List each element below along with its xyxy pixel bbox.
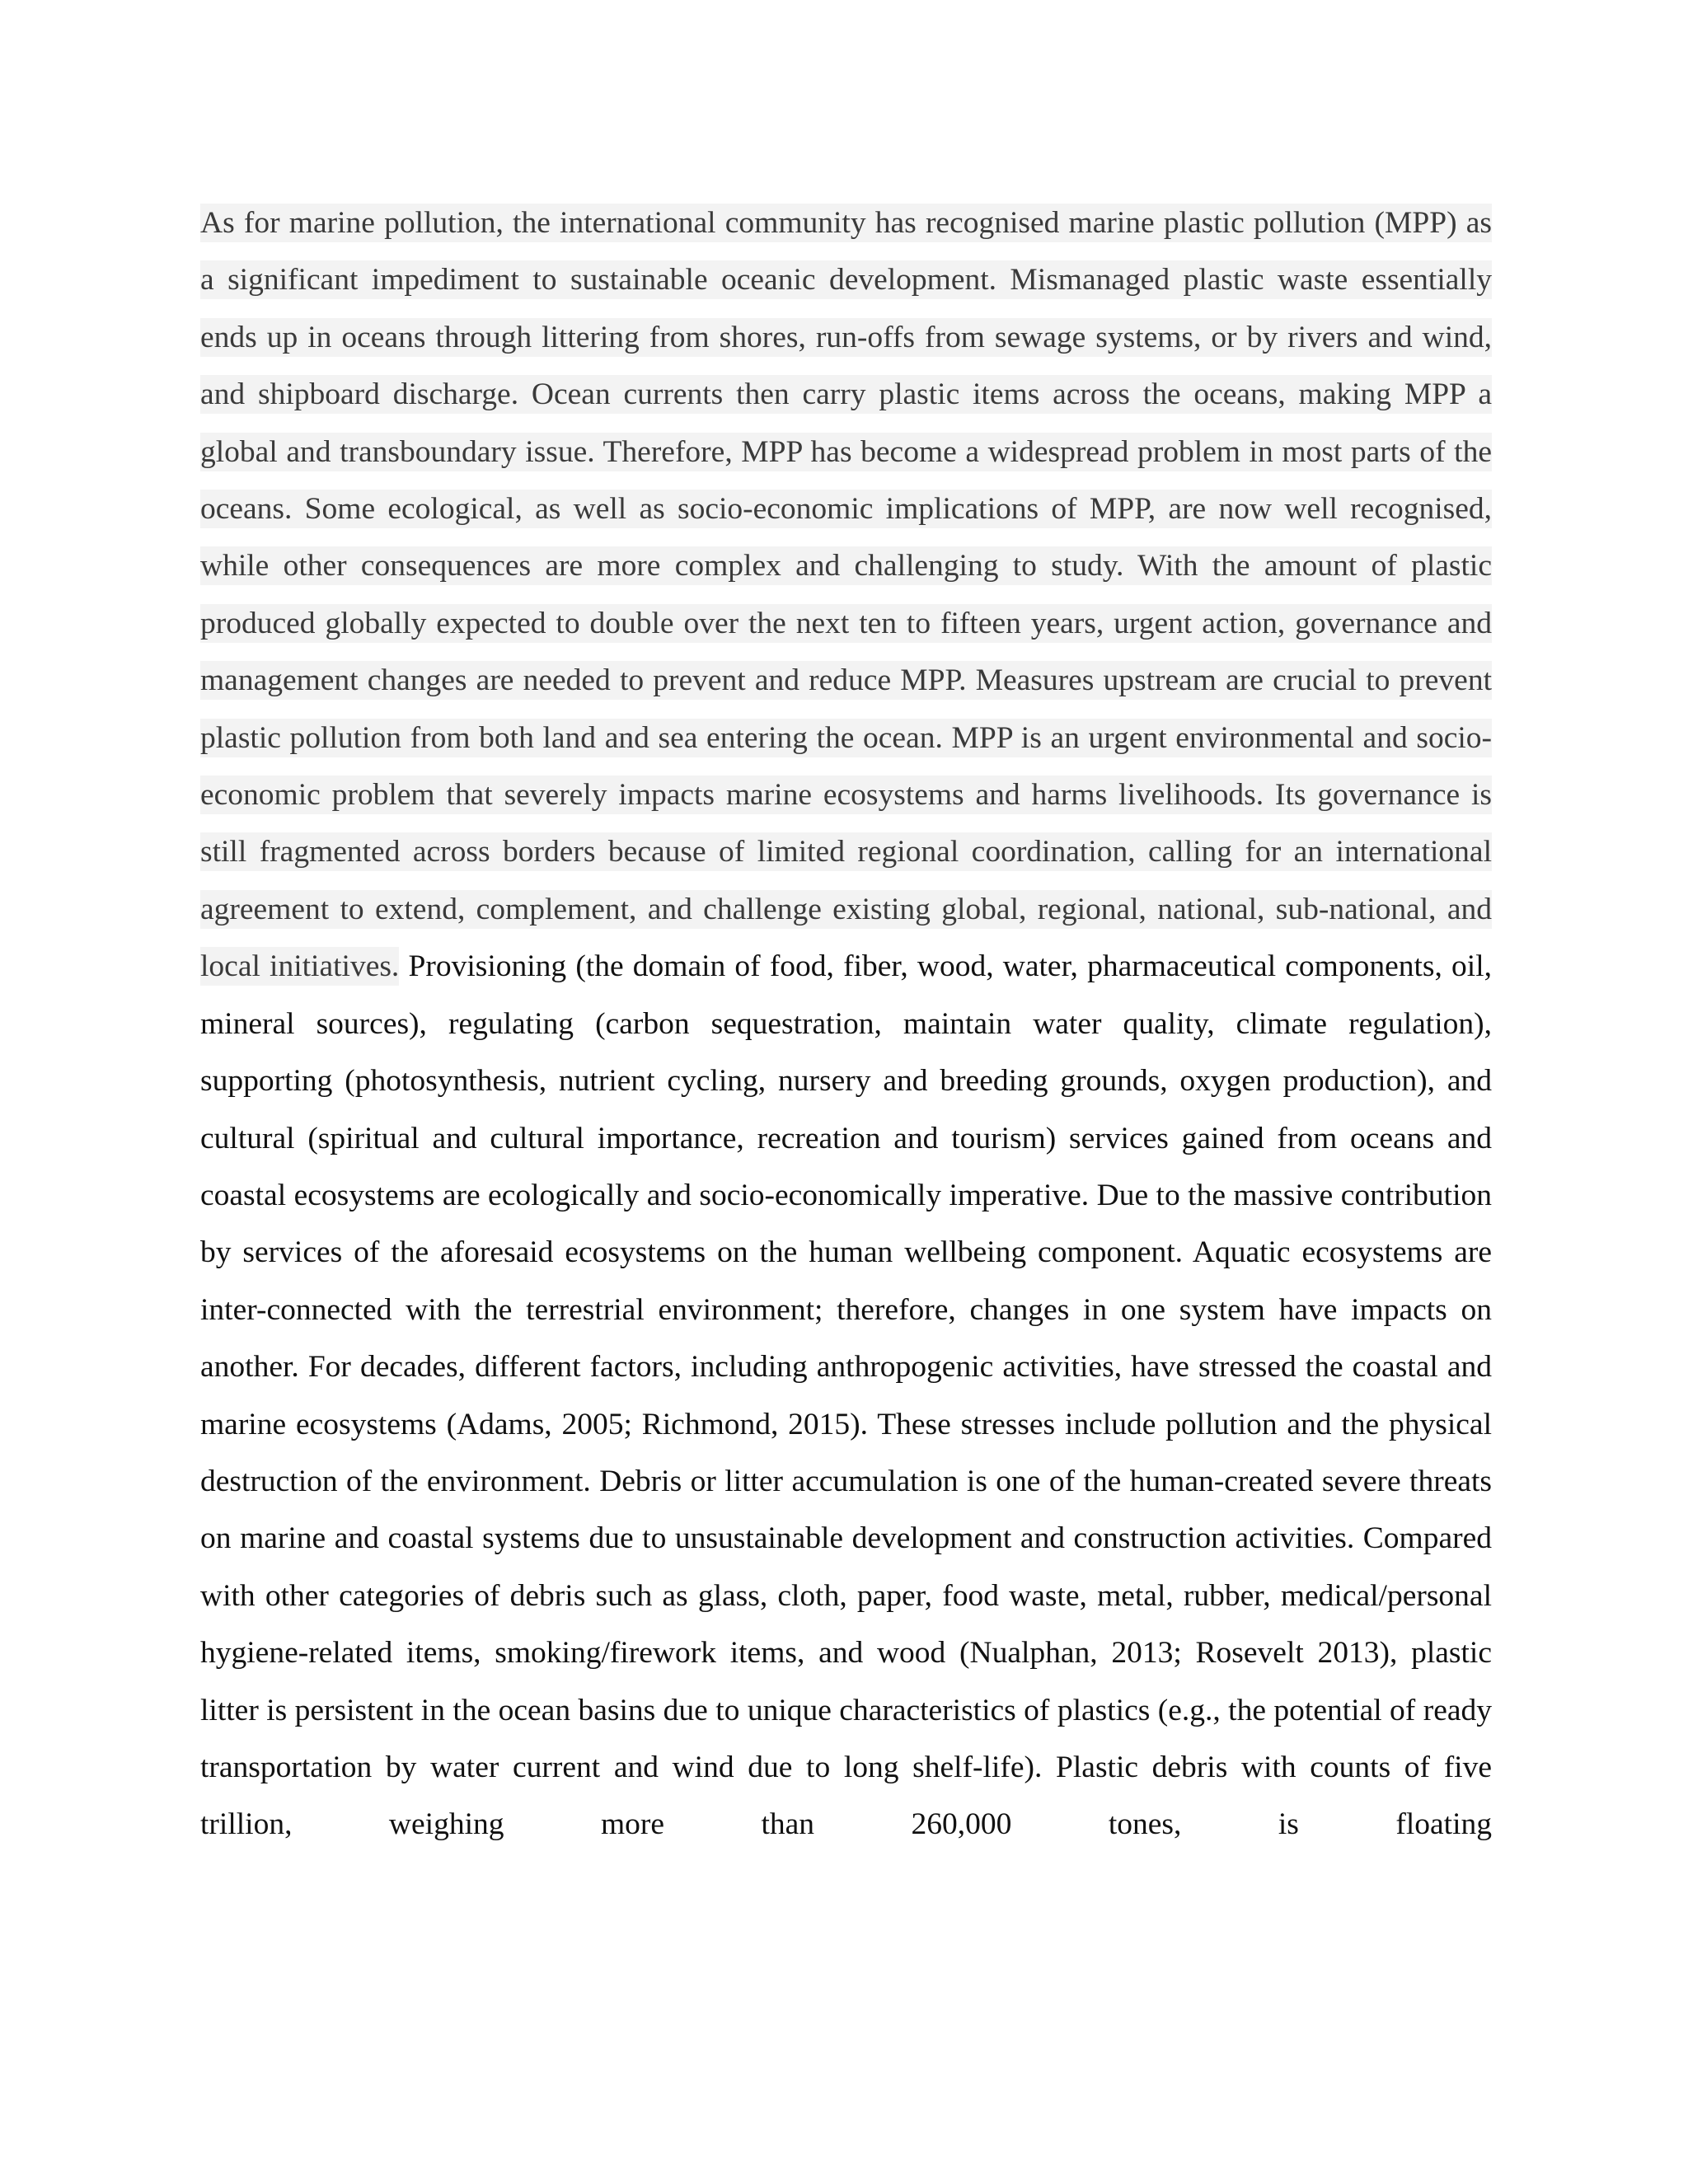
highlighted-passage[interactable]: As for marine pollution, the international community has recognised marine plastic pollution (MPP) as a significant impediment to sustainable oceanic development. Mismanaged plastic waste essentially ends up in oceans through littering from shores, run-offs from sewage systems, or by rivers and wind, and shipboard discharge. Ocean currents then carry plastic items across the oceans, making MPP a global and transboundary issue. Therefore, MPP has become a widespread problem in most parts of the oceans. Some ecological, as well as socio-economic implications of MPP, are now well recognised, while other consequences are more complex and challenging to study. With the amount of plastic produced globally expected to double over the next ten to fifteen years, urgent action, governance and management changes are needed to prevent and reduce MPP. Measures upstream are crucial to prevent plastic pollution from both land and sea entering the ocean. MPP is an urgent environmental and socio-economic problem that severely impacts marine ecosystems and harms livelihoods. Its governance is still fragmented across borders because of limited regional coordination, calling for an international agreement to extend, complement, and challenge existing global, regional, national, sub-national, and local initiatives. <box>200 204 1492 986</box>
body-passage: Provisioning (the domain of food, fiber, wood, water, pharmaceutical components, oil, mineral sources), regulating (carbon sequestration, maintain water quality, climate regulation), supporting (photosynthesis, nutrient cycling, nursery and breeding grounds, oxygen production), and cultural (spiritual and cultural importance, recreation and tourism) services gained from oceans and coastal ecosystems are ecologically and socio-economically imperative. Due to the massive contribution by services of the aforesaid ecosystems on the human wellbeing component. Aquatic ecosystems are inter-connected with the terrestrial environment; therefore, changes in one system have impacts on another. For decades, different factors, including anthropogenic activities, have stressed the coastal and marine ecosystems (Adams, 2005; Richmond, 2015). These stresses include pollution and the physical destruction of the environment. Debris or litter accumulation is one of the human-created severe threats on marine and coastal systems due to unsustainable development and construction activities. Compared with other categories of debris such as glass, cloth, paper, food waste, metal, rubber, medical/personal hygiene-related items, smoking/firework items, and wood (Nualphan, 2013; Rosevelt 2013), plastic litter is persistent in the ocean basins due to unique characteristics of plastics (e.g., the potential of ready transportation by water current and wind due to long shelf-life). Plastic debris with counts of five trillion, weighing more than 260,000 tones, is floating <box>200 949 1492 1842</box>
body-paragraph <box>200 194 1492 1854</box>
